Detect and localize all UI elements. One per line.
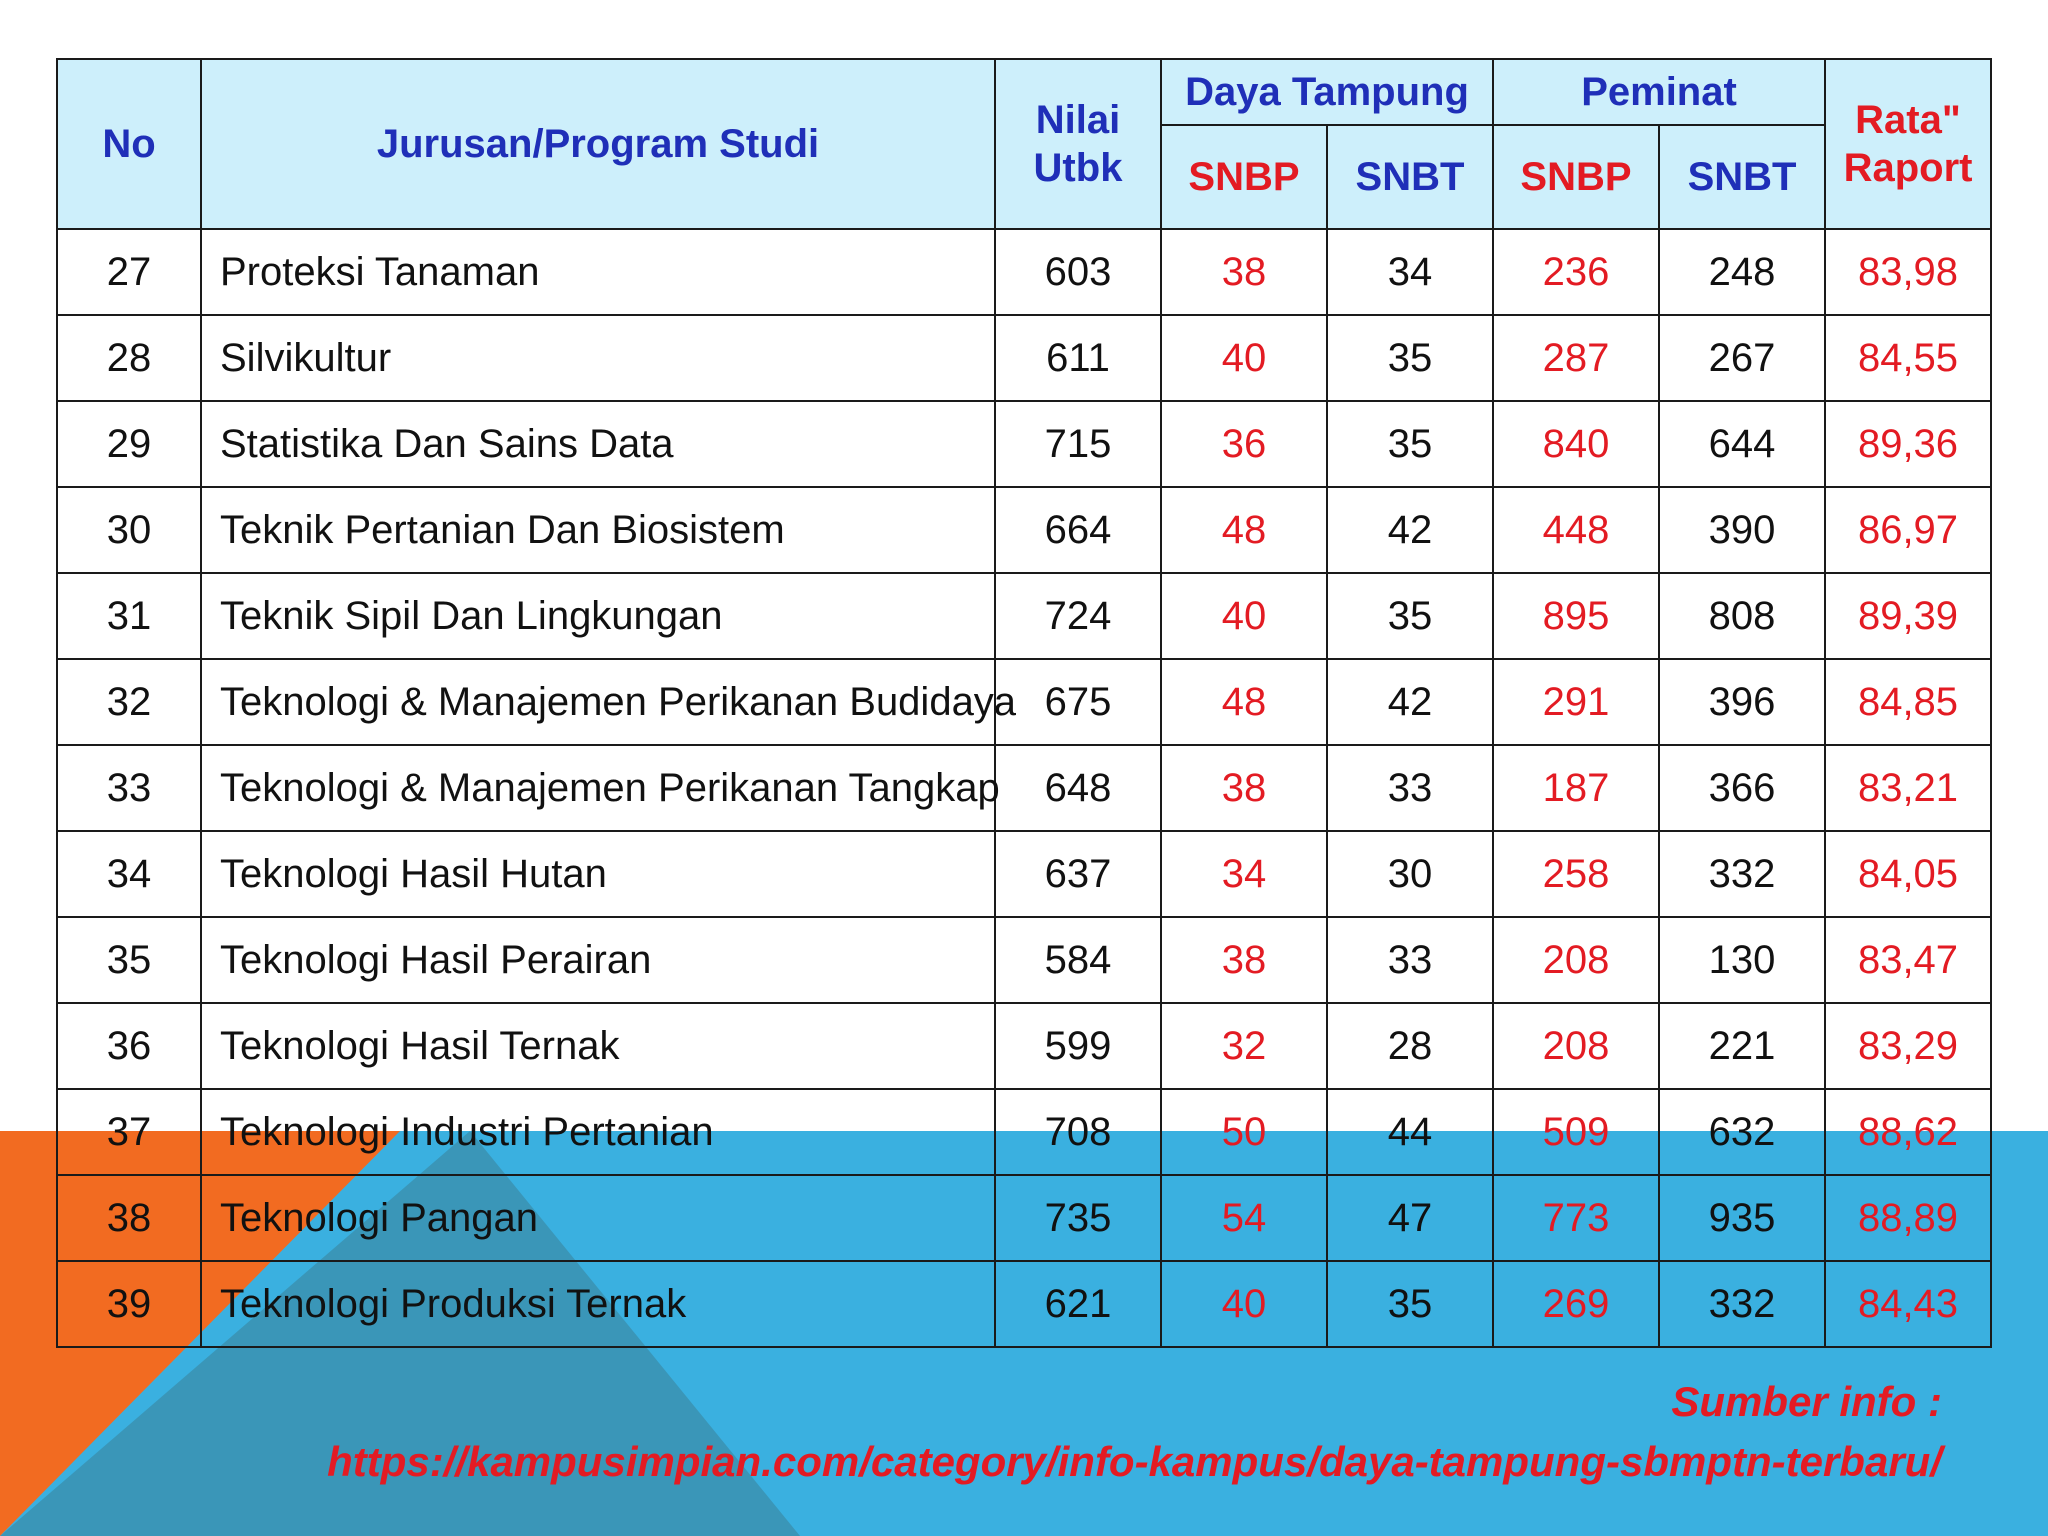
cell-nilai: 724: [995, 573, 1161, 659]
cell-dt-snbp: 40: [1161, 315, 1327, 401]
cell-prodi: Statistika Dan Sains Data: [201, 401, 995, 487]
cell-pm-snbp: 287: [1493, 315, 1659, 401]
cell-prodi: Teknik Sipil Dan Lingkungan: [201, 573, 995, 659]
table-row: [57, 315, 1991, 401]
header-nilai-utbk: [995, 59, 1161, 229]
header-dt-snbp: SNBP: [1161, 125, 1327, 229]
cell-dt-snbt: 35: [1327, 1261, 1493, 1347]
cell-prodi: Silvikultur: [201, 315, 995, 401]
table-row: [57, 659, 1991, 745]
cell-rata: 83,29: [1825, 1003, 1991, 1089]
cell-rata: 84,55: [1825, 315, 1991, 401]
cell-pm-snbp: 187: [1493, 745, 1659, 831]
cell-nilai: 664: [995, 487, 1161, 573]
cell-rata: 84,85: [1825, 659, 1991, 745]
table-row: [57, 1261, 1991, 1347]
source-info: [327, 1372, 1942, 1492]
cell-dt-snbt: 34: [1327, 229, 1493, 315]
table-row: [57, 1003, 1991, 1089]
table-row: [57, 401, 1991, 487]
cell-prodi: Teknologi & Manajemen Perikanan Tangkap: [201, 745, 995, 831]
cell-prodi: Teknologi Produksi Ternak: [201, 1261, 995, 1347]
cell-dt-snbt: 42: [1327, 487, 1493, 573]
cell-dt-snbt: 47: [1327, 1175, 1493, 1261]
cell-pm-snbt: 248: [1659, 229, 1825, 315]
header-jurusan: Jurusan/Program Studi: [201, 59, 995, 229]
cell-nilai: 621: [995, 1261, 1161, 1347]
cell-no: 39: [57, 1261, 201, 1347]
cell-pm-snbt: 332: [1659, 831, 1825, 917]
cell-nilai: 603: [995, 229, 1161, 315]
header-rata-raport: [1825, 59, 1991, 229]
cell-pm-snbp: 208: [1493, 917, 1659, 1003]
cell-dt-snbt: 35: [1327, 315, 1493, 401]
table-row: [57, 229, 1991, 315]
cell-pm-snbp: 291: [1493, 659, 1659, 745]
header-rata-raport-text: Rata" Raport: [1843, 98, 1973, 190]
cell-pm-snbp: 773: [1493, 1175, 1659, 1261]
cell-pm-snbp: 236: [1493, 229, 1659, 315]
cell-pm-snbt: 267: [1659, 315, 1825, 401]
cell-pm-snbt: 808: [1659, 573, 1825, 659]
cell-no: 28: [57, 315, 201, 401]
table-container: [56, 58, 1992, 1348]
cell-pm-snbt: 130: [1659, 917, 1825, 1003]
cell-no: 31: [57, 573, 201, 659]
cell-prodi: Teknologi Industri Pertanian: [201, 1089, 995, 1175]
cell-no: 33: [57, 745, 201, 831]
header-peminat: Peminat: [1493, 59, 1825, 125]
cell-pm-snbp: 269: [1493, 1261, 1659, 1347]
source-url[interactable]: https://kampusimpian.com/category/info-kampus/daya-tampung-sbmptn-terbaru/: [327, 1438, 1942, 1485]
cell-no: 29: [57, 401, 201, 487]
cell-no: 35: [57, 917, 201, 1003]
cell-prodi: Teknologi Hasil Ternak: [201, 1003, 995, 1089]
cell-pm-snbt: 221: [1659, 1003, 1825, 1089]
cell-nilai: 611: [995, 315, 1161, 401]
cell-pm-snbp: 208: [1493, 1003, 1659, 1089]
header-pm-snbt: SNBT: [1659, 125, 1825, 229]
cell-pm-snbp: 840: [1493, 401, 1659, 487]
cell-no: 38: [57, 1175, 201, 1261]
cell-nilai: 584: [995, 917, 1161, 1003]
table-body: [57, 229, 1991, 1347]
cell-dt-snbt: 30: [1327, 831, 1493, 917]
cell-rata: 88,89: [1825, 1175, 1991, 1261]
cell-dt-snbp: 54: [1161, 1175, 1327, 1261]
header-pm-snbp: SNBP: [1493, 125, 1659, 229]
cell-dt-snbp: 38: [1161, 745, 1327, 831]
header-nilai-utbk-text: Nilai Utbk: [1033, 98, 1123, 190]
table-row: [57, 487, 1991, 573]
cell-rata: 88,62: [1825, 1089, 1991, 1175]
cell-pm-snbt: 366: [1659, 745, 1825, 831]
table-header: [57, 59, 1991, 229]
header-daya-tampung: Daya Tampung: [1161, 59, 1493, 125]
header-no: No: [57, 59, 201, 229]
cell-dt-snbp: 50: [1161, 1089, 1327, 1175]
cell-prodi: Proteksi Tanaman: [201, 229, 995, 315]
cell-prodi: Teknik Pertanian Dan Biosistem: [201, 487, 995, 573]
cell-prodi: Teknologi Hasil Hutan: [201, 831, 995, 917]
cell-nilai: 637: [995, 831, 1161, 917]
cell-dt-snbp: 32: [1161, 1003, 1327, 1089]
cell-prodi: Teknologi Pangan: [201, 1175, 995, 1261]
cell-rata: 83,98: [1825, 229, 1991, 315]
cell-dt-snbt: 35: [1327, 573, 1493, 659]
cell-pm-snbp: 895: [1493, 573, 1659, 659]
table-row: [57, 745, 1991, 831]
cell-dt-snbt: 33: [1327, 745, 1493, 831]
cell-pm-snbp: 448: [1493, 487, 1659, 573]
cell-dt-snbt: 28: [1327, 1003, 1493, 1089]
table-row: [57, 831, 1991, 917]
cell-dt-snbp: 38: [1161, 229, 1327, 315]
cell-nilai: 735: [995, 1175, 1161, 1261]
cell-pm-snbt: 632: [1659, 1089, 1825, 1175]
cell-rata: 84,05: [1825, 831, 1991, 917]
cell-nilai: 599: [995, 1003, 1161, 1089]
cell-no: 27: [57, 229, 201, 315]
cell-pm-snbt: 935: [1659, 1175, 1825, 1261]
cell-dt-snbp: 34: [1161, 831, 1327, 917]
cell-rata: 83,47: [1825, 917, 1991, 1003]
cell-dt-snbt: 42: [1327, 659, 1493, 745]
cell-prodi: Teknologi Hasil Perairan: [201, 917, 995, 1003]
cell-no: 30: [57, 487, 201, 573]
cell-nilai: 708: [995, 1089, 1161, 1175]
cell-pm-snbt: 390: [1659, 487, 1825, 573]
cell-dt-snbp: 38: [1161, 917, 1327, 1003]
data-table: [56, 58, 1992, 1348]
cell-pm-snbt: 644: [1659, 401, 1825, 487]
table-row: [57, 1089, 1991, 1175]
header-dt-snbt: SNBT: [1327, 125, 1493, 229]
cell-dt-snbp: 40: [1161, 573, 1327, 659]
cell-dt-snbt: 35: [1327, 401, 1493, 487]
cell-nilai: 715: [995, 401, 1161, 487]
cell-rata: 83,21: [1825, 745, 1991, 831]
cell-dt-snbp: 48: [1161, 659, 1327, 745]
cell-pm-snbt: 396: [1659, 659, 1825, 745]
table-row: [57, 573, 1991, 659]
cell-rata: 89,36: [1825, 401, 1991, 487]
cell-dt-snbp: 40: [1161, 1261, 1327, 1347]
table-row: [57, 1175, 1991, 1261]
cell-rata: 86,97: [1825, 487, 1991, 573]
cell-nilai: 648: [995, 745, 1161, 831]
table-row: [57, 917, 1991, 1003]
cell-no: 37: [57, 1089, 201, 1175]
cell-dt-snbt: 44: [1327, 1089, 1493, 1175]
cell-nilai: 675: [995, 659, 1161, 745]
cell-pm-snbt: 332: [1659, 1261, 1825, 1347]
cell-pm-snbp: 509: [1493, 1089, 1659, 1175]
cell-dt-snbt: 33: [1327, 917, 1493, 1003]
cell-rata: 89,39: [1825, 573, 1991, 659]
cell-no: 34: [57, 831, 201, 917]
cell-prodi: Teknologi & Manajemen Perikanan Budidaya: [201, 659, 995, 745]
cell-rata: 84,43: [1825, 1261, 1991, 1347]
cell-pm-snbp: 258: [1493, 831, 1659, 917]
cell-no: 32: [57, 659, 201, 745]
cell-dt-snbp: 36: [1161, 401, 1327, 487]
cell-dt-snbp: 48: [1161, 487, 1327, 573]
cell-no: 36: [57, 1003, 201, 1089]
source-label: Sumber info :: [1671, 1378, 1942, 1425]
